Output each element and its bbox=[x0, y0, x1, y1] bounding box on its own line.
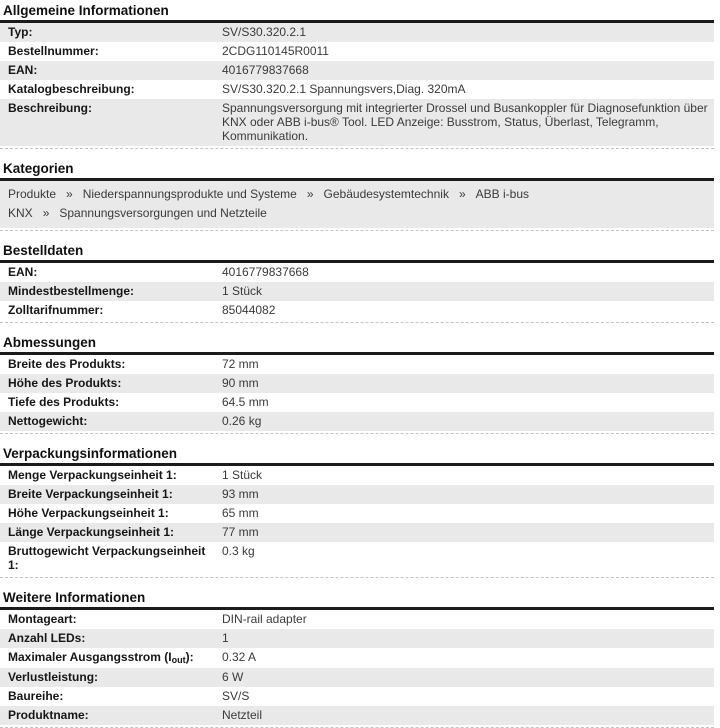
field-label bbox=[8, 650, 222, 665]
table-row bbox=[0, 374, 714, 393]
field-label: Bruttogewicht Verpackungseinheit 1: bbox=[8, 544, 206, 572]
table-row bbox=[0, 610, 714, 629]
table-row bbox=[0, 61, 714, 80]
table-row bbox=[0, 687, 714, 706]
field-value: 77 mm bbox=[222, 525, 259, 539]
field-value: 72 mm bbox=[222, 357, 259, 371]
section-title: Abmessungen bbox=[0, 334, 714, 355]
section-weitere-informationen bbox=[0, 589, 714, 728]
table-row bbox=[0, 504, 714, 523]
field-label: Breite Verpackungseinheit 1: bbox=[8, 487, 173, 501]
label-subscript: out bbox=[171, 655, 186, 665]
field-value: 2CDG110145R0011 bbox=[222, 44, 329, 58]
field-label: Höhe Verpackungseinheit 1: bbox=[8, 506, 169, 520]
section-abmessungen bbox=[0, 334, 714, 434]
table-row bbox=[0, 523, 714, 542]
table-row bbox=[0, 263, 714, 282]
field-value: 1 Stück bbox=[222, 468, 263, 482]
table-row bbox=[0, 668, 714, 687]
field-label: Montageart: bbox=[8, 612, 77, 626]
field-label: Höhe des Produkts: bbox=[8, 376, 122, 390]
field-label: Länge Verpackungseinheit 1: bbox=[8, 525, 175, 539]
table-row bbox=[0, 485, 714, 504]
breadcrumb-item[interactable]: Gebäudesystemtechnik bbox=[323, 187, 449, 201]
table-row bbox=[0, 282, 714, 301]
breadcrumb-separator: » bbox=[458, 187, 466, 201]
field-label: Tiefe des Produkts: bbox=[8, 395, 120, 409]
label-text: Maximaler Ausgangsstrom (I bbox=[8, 650, 172, 664]
field-value: Spannungsversorgung mit integrierter Drossel und Busankoppler für Diagnosefunktion über KNX oder ABB i-bus® Tool. LED Anzeige: Busstrom, Status, Überlast, Telegramm, Kommunikation. bbox=[222, 101, 708, 143]
table-row bbox=[0, 80, 714, 99]
field-value: SV/S30.320.2.1 bbox=[222, 25, 307, 39]
field-label: Menge Verpackungseinheit 1: bbox=[8, 468, 177, 482]
table-row bbox=[0, 301, 714, 320]
field-value: 4016779837668 bbox=[222, 265, 309, 279]
field-value: 65 mm bbox=[222, 506, 259, 520]
section-verpackungsinformationen bbox=[0, 445, 714, 578]
breadcrumb-item[interactable]: Produkte bbox=[8, 187, 57, 201]
field-value: 85044082 bbox=[222, 303, 276, 317]
breadcrumb-item[interactable]: Spannungsversorgungen und Netzteile bbox=[59, 206, 267, 220]
spec-table bbox=[0, 355, 714, 434]
field-label: Anzahl LEDs: bbox=[8, 631, 86, 645]
label-text: ): bbox=[185, 650, 194, 664]
field-value: SV/S bbox=[222, 689, 250, 703]
table-row bbox=[0, 23, 714, 42]
table-row bbox=[0, 706, 714, 725]
section-title: Allgemeine Informationen bbox=[0, 2, 714, 23]
field-label: EAN: bbox=[8, 265, 38, 279]
field-value: 93 mm bbox=[222, 487, 259, 501]
section-title: Weitere Informationen bbox=[0, 589, 714, 610]
field-value: 0.32 A bbox=[222, 650, 257, 664]
field-value: 64.5 mm bbox=[222, 395, 269, 409]
field-value: 0.3 kg bbox=[222, 544, 255, 558]
table-row bbox=[0, 629, 714, 648]
breadcrumb bbox=[0, 181, 714, 228]
field-value: 90 mm bbox=[222, 376, 259, 390]
spec-table bbox=[0, 263, 714, 323]
table-row bbox=[0, 393, 714, 412]
field-label: Mindestbestellmenge: bbox=[8, 284, 135, 298]
field-label: Breite des Produkts: bbox=[8, 357, 126, 371]
field-value: 0.26 kg bbox=[222, 414, 262, 428]
section-title: Verpackungsinformationen bbox=[0, 445, 714, 466]
breadcrumb-item[interactable]: ABB i-bus KNX bbox=[8, 187, 529, 220]
field-value: DIN-rail adapter bbox=[222, 612, 307, 626]
field-label: Beschreibung: bbox=[8, 101, 93, 115]
table-row bbox=[0, 412, 714, 431]
field-label: Bestellnummer: bbox=[8, 44, 99, 58]
field-label: Zolltarifnummer: bbox=[8, 303, 104, 317]
section-allgemeine-informationen bbox=[0, 2, 714, 149]
section-kategorien bbox=[0, 160, 714, 231]
spec-table bbox=[0, 610, 714, 728]
field-value: SV/S30.320.2.1 Spannungsvers,Diag. 320mA bbox=[222, 82, 466, 96]
field-value: 1 Stück bbox=[222, 284, 263, 298]
field-value: 6 W bbox=[222, 670, 244, 684]
field-label: Verlustleistung: bbox=[8, 670, 99, 684]
field-value: Netzteil bbox=[222, 708, 263, 722]
section-title: Kategorien bbox=[0, 160, 714, 181]
breadcrumb-separator: » bbox=[66, 187, 73, 201]
field-label: Produktname: bbox=[8, 708, 89, 722]
field-label: Baureihe: bbox=[8, 689, 64, 703]
field-label: EAN: bbox=[8, 63, 38, 77]
section-bestelldaten bbox=[0, 242, 714, 323]
breadcrumb-separator: » bbox=[306, 187, 314, 201]
breadcrumb-item[interactable]: Niederspannungsprodukte und Systeme bbox=[82, 187, 297, 201]
section-title: Bestelldaten bbox=[0, 242, 714, 263]
table-row bbox=[0, 648, 714, 668]
spec-table bbox=[0, 23, 714, 149]
field-label: Typ: bbox=[8, 25, 33, 39]
table-row bbox=[0, 466, 714, 485]
table-row bbox=[0, 542, 714, 575]
field-value: 4016779837668 bbox=[222, 63, 309, 77]
field-label: Katalogbeschreibung: bbox=[8, 82, 135, 96]
table-row bbox=[0, 99, 714, 146]
table-row bbox=[0, 355, 714, 374]
breadcrumb-container bbox=[0, 181, 714, 231]
breadcrumb-separator: » bbox=[42, 206, 50, 220]
field-value: 1 bbox=[222, 631, 229, 645]
spec-table bbox=[0, 466, 714, 578]
table-row bbox=[0, 42, 714, 61]
field-label: Nettogewicht: bbox=[8, 414, 88, 428]
